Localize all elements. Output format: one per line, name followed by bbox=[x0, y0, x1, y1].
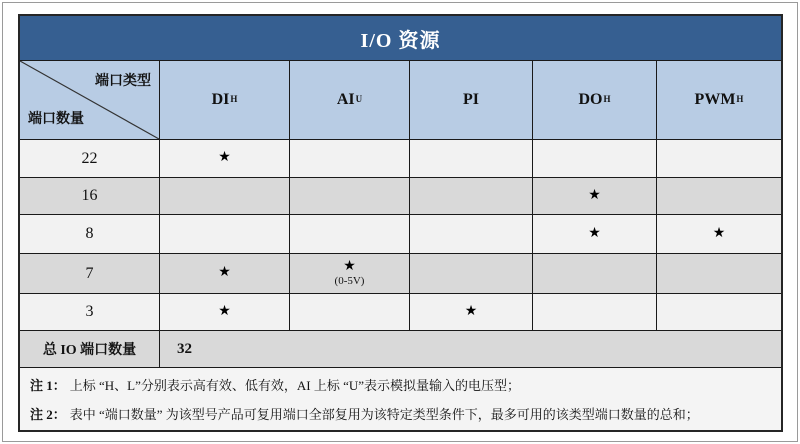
cell-8-di bbox=[160, 215, 290, 254]
column-header-text: DO bbox=[578, 91, 603, 108]
cell-7-ai bbox=[290, 254, 410, 294]
column-header-text: AI bbox=[336, 91, 355, 108]
corner-label-port-type: 端口类型 bbox=[95, 74, 151, 89]
column-header-superscript: U bbox=[355, 94, 363, 104]
notes-box bbox=[20, 368, 781, 430]
column-header-text: PWM bbox=[694, 91, 736, 108]
note-1-text: 上标 “H、L”分别表示高有效、低有效，AI 上标 “U”表示模拟量输入的电压型； bbox=[69, 378, 521, 393]
column-header-pwm bbox=[657, 61, 781, 140]
corner-label-port-count: 端口数量 bbox=[28, 112, 84, 127]
column-header-di bbox=[160, 61, 290, 140]
cell-16-pwm bbox=[657, 178, 781, 215]
row-count-7: 7 bbox=[20, 254, 160, 294]
column-header-ai bbox=[290, 61, 410, 140]
cell-22-pwm bbox=[657, 140, 781, 178]
cell-16-pi bbox=[410, 178, 533, 215]
cell-22-di bbox=[160, 140, 290, 178]
column-header-superscript: H bbox=[603, 94, 611, 104]
io-resource-table bbox=[18, 14, 783, 432]
cell-3-pwm bbox=[657, 294, 781, 331]
total-row-label: 总 IO 端口数量 bbox=[20, 331, 160, 368]
column-header-do bbox=[533, 61, 657, 140]
table-title: I/O 资源 bbox=[20, 16, 781, 61]
cell-8-pwm bbox=[657, 215, 781, 254]
star-icon: ★ bbox=[343, 258, 356, 274]
note-1-label: 注 1： bbox=[30, 378, 66, 393]
cell-22-do bbox=[533, 140, 657, 178]
cell-8-ai bbox=[290, 215, 410, 254]
cell-16-di bbox=[160, 178, 290, 215]
note-2 bbox=[30, 404, 771, 423]
note-2-text: 表中 “端口数量” 为该型号产品可复用端口全部复用为该特定类型条件下，最多可用的该类型端口数量的总和； bbox=[69, 407, 699, 422]
star-icon: ★ bbox=[464, 303, 478, 319]
column-header-pi bbox=[410, 61, 533, 140]
total-row-value: 32 bbox=[160, 331, 781, 368]
cell-7-do bbox=[533, 254, 657, 294]
voltage-range-note: (0-5V) bbox=[334, 274, 365, 287]
star-icon: ★ bbox=[218, 150, 231, 166]
cell-16-ai bbox=[290, 178, 410, 215]
cell-3-di bbox=[160, 294, 290, 331]
cell-22-ai bbox=[290, 140, 410, 178]
row-count-22: 22 bbox=[20, 140, 160, 178]
cell-3-do bbox=[533, 294, 657, 331]
column-header-text: DI bbox=[211, 91, 230, 108]
cell-7-di bbox=[160, 254, 290, 294]
cell-22-pi bbox=[410, 140, 533, 178]
row-count-8: 8 bbox=[20, 215, 160, 254]
cell-7-pwm bbox=[657, 254, 781, 294]
column-header-text: PI bbox=[463, 91, 479, 108]
column-header-superscript: H bbox=[736, 94, 744, 104]
star-icon: ★ bbox=[588, 187, 601, 203]
star-icon: ★ bbox=[218, 303, 231, 319]
note-2-label: 注 2： bbox=[30, 407, 66, 422]
star-icon: ★ bbox=[588, 225, 601, 241]
star-icon: ★ bbox=[712, 225, 726, 241]
row-count-3: 3 bbox=[20, 294, 160, 331]
corner-cell bbox=[20, 61, 160, 140]
row-count-16: 16 bbox=[20, 178, 160, 215]
note-1 bbox=[30, 375, 771, 394]
cell-8-do bbox=[533, 215, 657, 254]
cell-3-ai bbox=[290, 294, 410, 331]
cell-3-pi bbox=[410, 294, 533, 331]
cell-8-pi bbox=[410, 215, 533, 254]
star-icon: ★ bbox=[218, 265, 231, 281]
cell-7-pi bbox=[410, 254, 533, 294]
cell-16-do bbox=[533, 178, 657, 215]
column-header-superscript: H bbox=[230, 94, 238, 104]
